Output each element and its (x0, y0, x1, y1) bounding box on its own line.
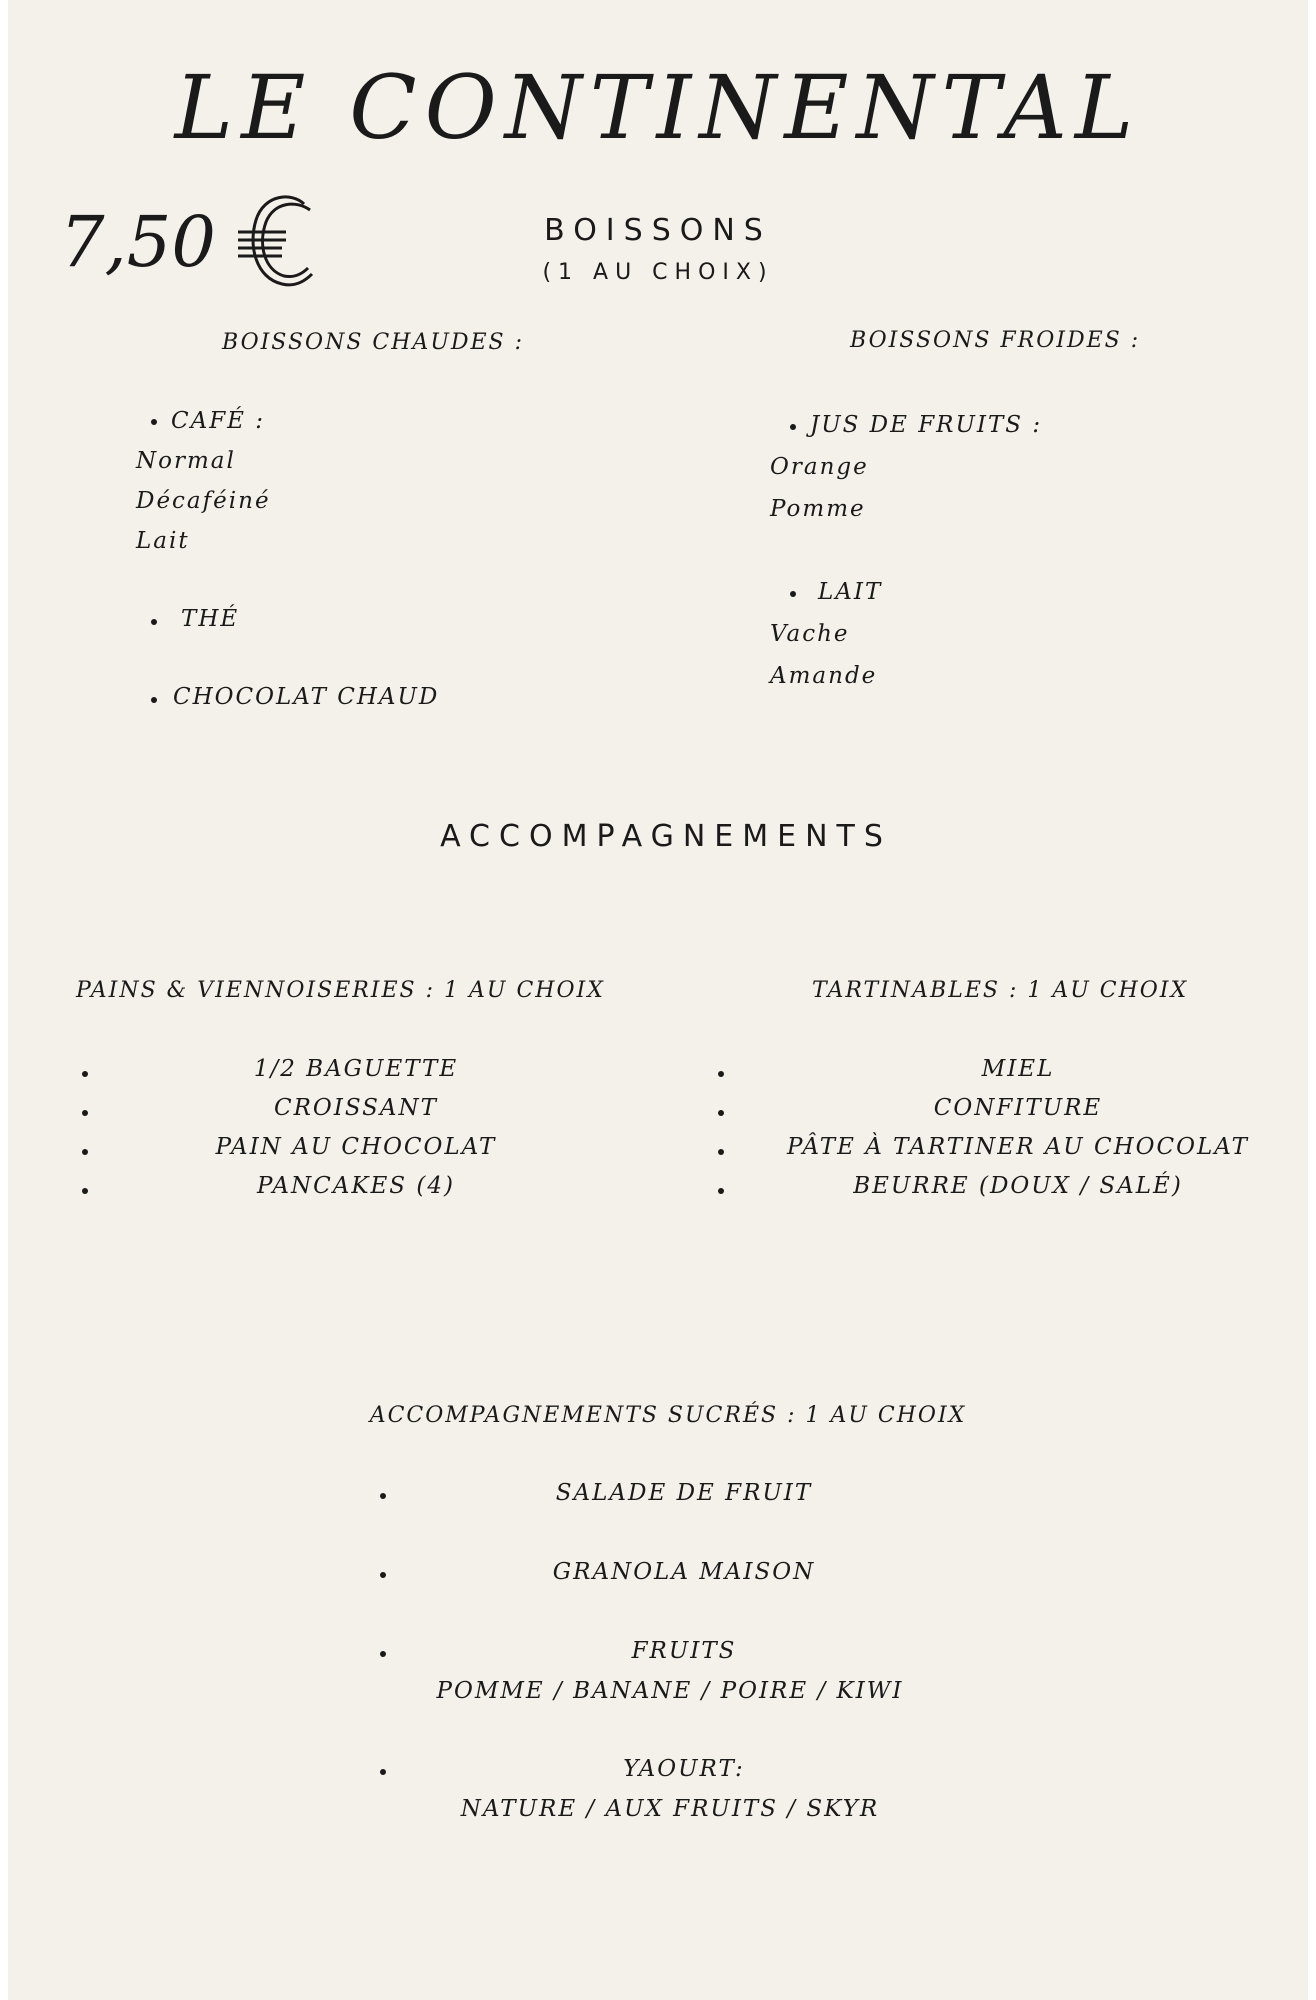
boissons-froides-label: BOISSONS FROIDES : (850, 328, 1141, 353)
tartinables-label: TARTINABLES : 1 AU CHOIX (812, 978, 1189, 1003)
cafe-option: Décaféiné (136, 488, 271, 514)
bullet (82, 1110, 88, 1116)
sucres-item: GRANOLA MAISON (552, 1559, 816, 1585)
pains-item: 1/2 BAGUETTE (253, 1056, 459, 1082)
cafe-label: CAFÉ : (171, 408, 266, 434)
the-label: THÉ (181, 606, 240, 632)
lait-option: Vache (770, 621, 850, 647)
bullet (790, 591, 796, 597)
bullet (151, 619, 157, 625)
sucres-item-detail: NATURE / AUX FRUITS / SKYR (460, 1796, 880, 1822)
bullet (151, 419, 157, 425)
bullet (82, 1188, 88, 1194)
boissons-subheading: (1 AU CHOIX) (542, 260, 774, 285)
bullet (82, 1149, 88, 1155)
accompagnements-heading: ACCOMPAGNEMENTS (440, 819, 892, 854)
lait-label: LAIT (818, 579, 883, 605)
menu-price: 7,50 (60, 201, 216, 283)
sucres-label: ACCOMPAGNEMENTS SUCRÉS : 1 AU CHOIX (369, 1403, 967, 1428)
boissons-chaudes-label: BOISSONS CHAUDES : (222, 330, 525, 355)
sucres-item: YAOURT: (623, 1756, 745, 1782)
bullet (82, 1071, 88, 1077)
boissons-heading: BOISSONS (544, 213, 772, 248)
bullet (718, 1149, 724, 1155)
bullet (718, 1188, 724, 1194)
pains-item: CROISSANT (273, 1095, 439, 1121)
bullet (790, 424, 796, 430)
menu-title: LE CONTINENTAL (174, 56, 1142, 159)
bullet (718, 1071, 724, 1077)
pains-item: PANCAKES (4) (257, 1173, 455, 1199)
chocolat-chaud-label: CHOCOLAT CHAUD (173, 684, 440, 710)
euro-icon (234, 190, 318, 290)
lait-option: Amande (770, 663, 878, 689)
pains-label: PAINS & VIENNOISERIES : 1 AU CHOIX (76, 978, 605, 1003)
menu-page (8, 0, 1308, 2000)
jus-option: Pomme (770, 496, 866, 522)
cafe-option: Normal (136, 448, 236, 474)
jus-label: JUS DE FRUITS : (810, 412, 1043, 438)
pains-item: PAIN AU CHOCOLAT (215, 1134, 497, 1160)
sucres-item: FRUITS (631, 1638, 737, 1664)
bullet (718, 1110, 724, 1116)
sucres-item-detail: POMME / BANANE / POIRE / KIWI (436, 1678, 904, 1704)
tartinables-item: BEURRE (DOUX / SALÉ) (853, 1173, 1183, 1199)
tartinables-item: PÂTE À TARTINER AU CHOCOLAT (787, 1134, 1249, 1160)
bullet (151, 697, 157, 703)
cafe-option: Lait (136, 528, 190, 554)
sucres-item: SALADE DE FRUIT (555, 1480, 813, 1506)
tartinables-item: CONFITURE (933, 1095, 1103, 1121)
tartinables-item: MIEL (981, 1056, 1055, 1082)
jus-option: Orange (770, 454, 869, 480)
